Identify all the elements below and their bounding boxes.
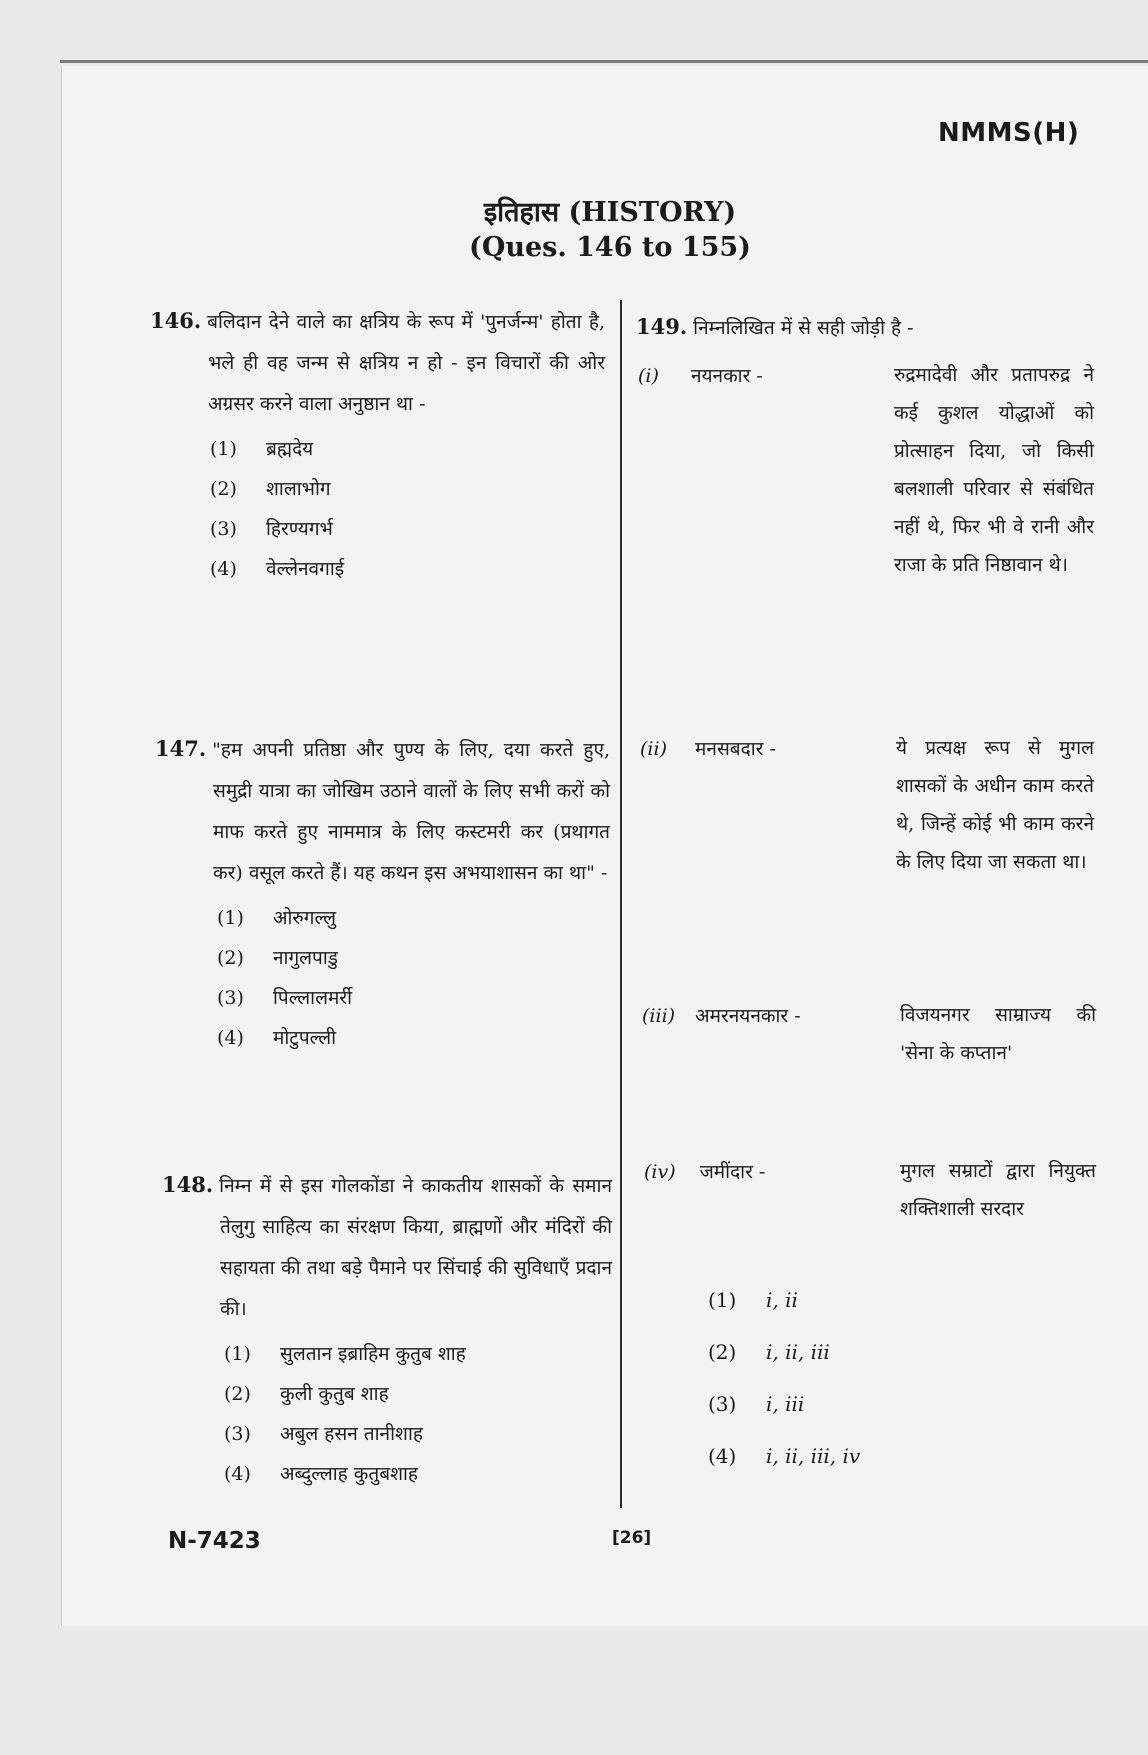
page-number: [26] [612,1528,652,1548]
question-146-options [150,429,605,589]
question-146-text [150,300,605,425]
pair-iv-term: (iv) जमींदार - [644,1161,766,1183]
question-149-stem: निम्नलिखित में से सही जोड़ी है - [693,317,914,339]
question-148-stem: निम्न में से इस गोलकोंडा ने काकतीय शासकों के समान तेलुगु साहित्य का संरक्षण किया, ब्राह्मणों और मंदिरों की सहायता की तथा बड़े पैमाने पर सिंचाई की सुविधाएँ प्रदान की। [219,1175,612,1320]
question-148 [162,1164,612,1494]
question-147-number: 147. [155,736,207,761]
option-148-4[interactable]: (4) अब्दुल्लाह कुतुबशाह [224,1463,418,1485]
question-148-number: 148. [162,1172,214,1197]
pair-i-description: रुद्रमादेवी और प्रतापरुद्र ने कई कुशल योद्धाओं को प्रोत्साहन दिया, जो किसी बलशाली परिवार से संबंधित नहीं थे, फिर भी वे रानी और राजा के प्रति निष्ठावान थे। [894,364,1094,576]
section-subtitle: (Ques. 146 to 155) [469,232,751,263]
pair-iv-description: मुगल सम्राटों द्वारा नियुक्त शक्तिशाली सरदार [900,1160,1096,1220]
section-title: इतिहास (HISTORY) [483,197,737,228]
option-148-2[interactable]: (2) कुली कुतुब शाह [224,1383,389,1405]
question-148-options [162,1334,612,1494]
option-147-1[interactable]: (1) ओरुगल्लु [217,907,336,929]
question-147-options [155,898,610,1058]
question-146-number: 146. [150,308,202,333]
question-147-stem: "हम अपनी प्रतिष्ठा और पुण्य के लिए, दया करते हुए, समुद्री यात्रा का जोखिम उठाने वालों के लिए सभी करों को माफ करते हुए नाममात्र के लिए कस्टमरी कर (प्रथागत कर) वसूल करते हैं। यह कथन इस अभयाशासन का था" - [212,739,610,884]
footer-paper-code: N-7423 [168,1528,261,1554]
question-147 [155,728,610,1058]
option-146-2[interactable]: (2) शालाभोग [210,478,331,500]
question-149-text [636,308,1096,349]
option-149-4[interactable]: (4) i, ii, iii, iv [708,1444,861,1468]
option-149-3[interactable]: (3) i, iii [708,1392,805,1416]
column-divider [620,300,622,1508]
question-146 [150,300,605,589]
option-149-2[interactable]: (2) i, ii, iii [708,1340,830,1364]
pair-iii-term: (iii) अमरनयनकार - [642,1005,801,1027]
pair-ii-description: ये प्रत्यक्ष रूप से मुगल शासकों के अधीन काम करते थे, जिन्हें कोई भी काम करने के लिए दिया जा सकता था। [896,737,1094,873]
option-147-2[interactable]: (2) नागुलपाडु [217,947,338,969]
question-146-stem: बलिदान देने वाले का क्षत्रिय के रूप में 'पुनर्जन्म' होता है, भले ही वह जन्म से क्षत्रिय न हो - इन विचारों की ओर अग्रसर करने वाला अनुष्ठान था - [207,311,605,415]
pair-i-term: (i) नयनकार - [638,365,763,387]
option-148-3[interactable]: (3) अबुल हसन तानीशाह [224,1423,423,1445]
option-146-3[interactable]: (3) हिरण्यगर्भ [210,518,333,540]
pair-ii-term: (ii) मनसबदार - [640,738,776,760]
option-146-4[interactable]: (4) वेल्लेनवगाई [210,558,345,580]
option-149-1[interactable]: (1) i, ii [708,1288,798,1312]
option-146-1[interactable]: (1) ब्रह्मदेय [210,438,314,460]
option-147-3[interactable]: (3) पिल्लालमर्री [217,987,353,1009]
option-148-1[interactable]: (1) सुलतान इब्राहिम कुतुब शाह [224,1343,466,1365]
pair-iii-description: विजयनगर साम्राज्य की 'सेना के कप्तान' [900,1004,1096,1064]
exam-code-header: NMMS(H) [938,118,1080,148]
top-edge-line [60,60,1148,63]
question-147-text [155,728,610,894]
option-147-4[interactable]: (4) मोटुपल्ली [217,1027,337,1049]
question-149-number: 149. [636,314,688,339]
question-149-options [708,1274,860,1482]
question-148-text [162,1164,612,1330]
